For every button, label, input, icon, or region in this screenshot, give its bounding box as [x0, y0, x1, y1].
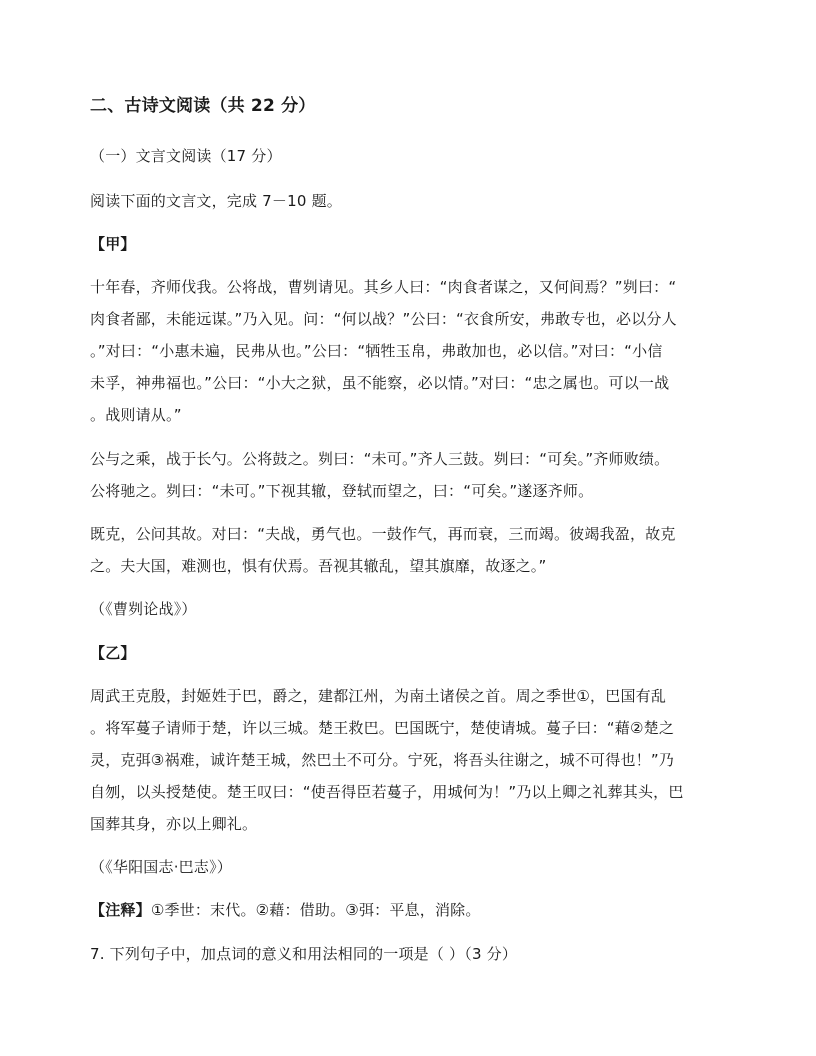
passage-a-line: 。”对曰：“小惠未遍，民弗从也。”公曰：“牺牲玉帛，弗敢加也，必以信。”对曰：“小信	[90, 342, 663, 360]
subsection-heading: （一）文言文阅读（17 分）	[90, 147, 282, 165]
notes-label: 【注释】	[90, 901, 151, 919]
passage-b-source: （《华阳国志·巴志》）	[90, 858, 232, 876]
passage-b-label: 【乙】	[90, 644, 136, 662]
passage-b-line: 。将军蔓子请师于楚，许以三城。楚王救巴。巴国既宁，楚使请城。蔓子曰：“藉②楚之	[90, 719, 675, 737]
passage-a-line: 既克，公问其故。对曰：“夫战，勇气也。一鼓作气，再而衰，三而竭。彼竭我盈，故克	[90, 525, 676, 543]
notes	[90, 900, 481, 920]
passage-b-line: 周武王克殷，封姬姓于巴，爵之，建都江州，为南土诸侯之首。周之季世①，巴国有乱	[90, 687, 667, 705]
passage-a-line: 之。夫大国，难测也，惧有伏焉。吾视其辙乱，望其旗靡，故逐之。”	[90, 557, 547, 575]
section-heading: 二、古诗文阅读（共 22 分）	[90, 96, 316, 116]
passage-b-line: 灵，克弭③祸难，诚许楚王城，然巴土不可分。宁死，将吾头往谢之，城不可得也！”乃	[90, 751, 675, 769]
passage-a-line: 肉食者鄙，未能远谋。”乃入见。问：“何以战？”公曰：“衣食所安，弗敢专也，必以分人	[90, 310, 677, 328]
instruction: 阅读下面的文言文，完成 7－10 题。	[90, 192, 342, 210]
passage-a-source: （《曹刿论战》）	[90, 600, 197, 618]
passage-a-line: 未孚，神弗福也。”公曰：“小大之狱，虽不能察，必以情。”对曰：“忠之属也。可以一战	[90, 374, 670, 392]
passage-a-line: 公与之乘，战于长勺。公将鼓之。刿曰：“未可。”齐人三鼓。刿曰：“可矣。”齐师败绩。	[90, 450, 670, 468]
passage-a-line: 。战则请从。”	[90, 406, 182, 424]
question-7: 7. 下列句子中，加点词的意义和用法相同的一项是（ ）（3 分）	[90, 945, 518, 963]
passage-a-line: 公将驰之。刿曰：“未可。”下视其辙，登轼而望之，曰：“可矣。”遂逐齐师。	[90, 482, 594, 500]
passage-b-line: 国葬其身，亦以上卿礼。	[90, 815, 258, 833]
passage-a-label: 【甲】	[90, 235, 136, 253]
passage-b-line: 自刎，以头授楚使。楚王叹曰：“使吾得臣若蔓子，用城何为！”乃以上卿之礼葬其头，巴	[90, 783, 684, 801]
notes-text: ①季世：末代。②藉：借助。③弭：平息，消除。	[150, 901, 481, 919]
passage-a-line: 十年春，齐师伐我。公将战，曹刿请见。其乡人曰：“肉食者谋之，又何间焉？”刿曰：“	[90, 278, 677, 296]
